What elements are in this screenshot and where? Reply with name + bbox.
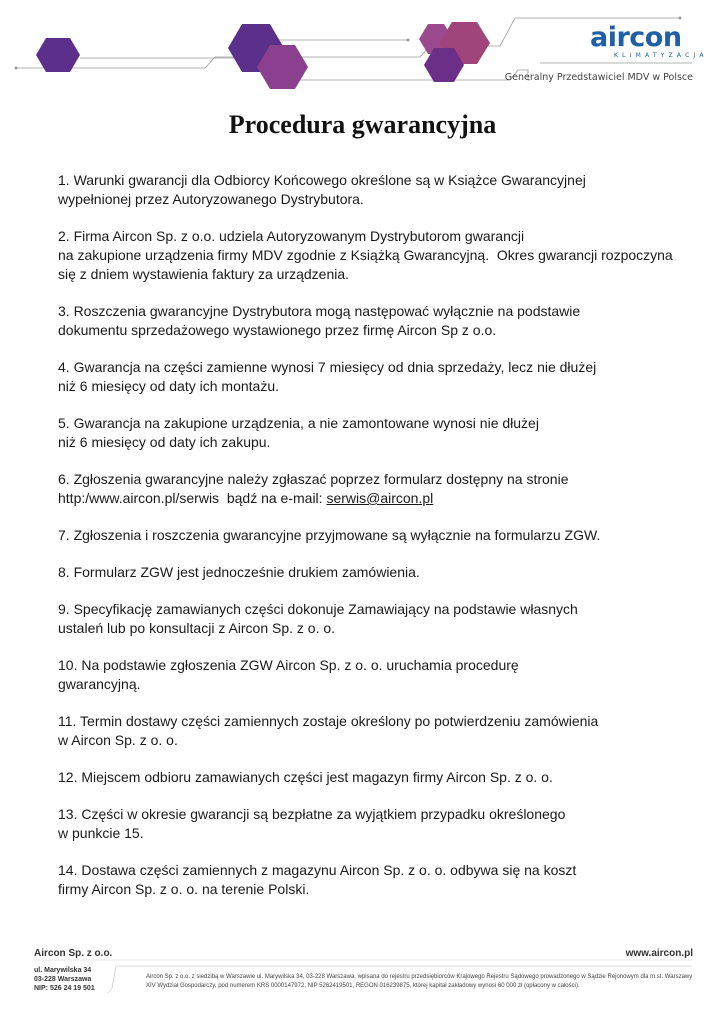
header-dot (407, 39, 410, 42)
footer-address-line: 03-228 Warszawa (34, 976, 92, 983)
paragraph-1 (58, 171, 678, 209)
paragraph-line: wypełnionej przez Autoryzowanego Dystrybutora. (58, 191, 364, 207)
paragraph-5 (58, 414, 678, 452)
footer-company: Aircon Sp. z o.o. (34, 948, 113, 959)
paragraph-line: 13. Części w okresie gwarancji są bezpłatne za wyjątkiem przypadku określonego (58, 806, 566, 822)
paragraph-line: niż 6 miesięcy od daty ich zakupu. (58, 434, 271, 450)
paragraph-line: 4. Gwarancja na części zamienne wynosi 7 miesięcy od dnia sprzedaży, lecz nie dłużej (58, 359, 597, 375)
logo-subtext: KLIMATYZACJA (614, 52, 708, 59)
paragraph-line: 12. Miejscem odbioru zamawianych części jest magazyn firmy Aircon Sp. z o. o. (58, 769, 553, 785)
paragraph-line: 1. Warunki gwarancji dla Odbiorcy Końcowego określone są w Książce Gwarancyjnej (58, 172, 586, 188)
header-line-top (16, 18, 680, 68)
paragraph-line: 6. Zgłoszenia gwarancyjne należy zgłaszać poprzez formularz dostępny na stronie (58, 471, 569, 487)
paragraph-line: 11. Termin dostawy części zamiennych zostaje określony po potwierdzeniu zamówienia (58, 713, 599, 729)
page-title: Procedura gwarancyjna (228, 110, 497, 139)
footer-website[interactable]: www.aircon.pl (625, 948, 693, 959)
paragraph-13 (58, 805, 678, 843)
paragraph-10 (58, 656, 678, 694)
paragraph-line: w punkcie 15. (58, 825, 144, 841)
paragraph-line: na zakupione urządzenia firmy MDV zgodnie z Książką Gwarancyjną. Okres gwarancji rozpoczyna (58, 247, 673, 263)
paragraph-6 (58, 470, 678, 508)
paragraph-2 (58, 227, 678, 284)
paragraph-line: 7. Zgłoszenia i roszczenia gwarancyjne przyjmowane są wyłącznie na formularzu ZGW. (58, 527, 601, 543)
paragraph-line: firmy Aircon Sp. z o. o. na terenie Polski. (58, 881, 310, 897)
document-body (58, 171, 678, 917)
paragraph-8 (58, 563, 678, 582)
footer-nip: NIP: 526 24 19 501 (34, 985, 95, 992)
paragraph-9 (58, 600, 678, 638)
header-dot (15, 67, 18, 70)
paragraph-7 (58, 526, 678, 545)
header-dot (679, 17, 682, 20)
paragraph-text: http:/www.aircon.pl/serwis bądź na e-mail: (58, 490, 327, 506)
paragraph-12 (58, 768, 678, 787)
paragraph-line: niż 6 miesięcy od daty ich montażu. (58, 378, 279, 394)
hexagon-1 (36, 38, 80, 72)
logo-text: aircon (590, 22, 682, 53)
paragraph-line: 2. Firma Aircon Sp. z o.o. udziela Autoryzowanym Dystrybutorom gwarancji (58, 228, 525, 244)
paragraph-3 (58, 302, 678, 340)
paragraph-line: 5. Gwarancja na zakupione urządzenia, a nie zamontowane wynosi nie dłużej (58, 415, 539, 431)
paragraph-4 (58, 358, 678, 396)
footer-legal-text: Aircon Sp. z o.o. z siedzibą w Warszawie ul. Marywilska 34, 03-228 Warszawa, wpisana do rejestru przedsiębiorców Krajowego Rejestru Sądowego prowadzonego w Sądzie Rejonowym dla m.st. Warszawy XIV Wydział Gospodarczy, pod numerem KRS 0000147972, NIP 5262419501, REGON 016239875, której kapitał zakładowy wynosi 60 000 zł (opłacony w całości). (146, 974, 693, 989)
footer-address-line: ul. Marywilska 34 (34, 967, 92, 974)
email-link[interactable]: serwis@aircon.pl (326, 490, 434, 506)
paragraph-line: dokumentu sprzedażowego wystawionego przez firmę Aircon Sp z o.o. (58, 322, 497, 338)
header-line-low (300, 70, 530, 80)
paragraph-14 (58, 861, 678, 899)
paragraph-line: się z dniem wystawienia faktury za urządzenia. (58, 266, 350, 282)
paragraph-line: 8. Formularz ZGW jest jednocześnie drukiem zamówienia. (58, 564, 420, 580)
aircon-logo (590, 22, 708, 60)
paragraph-11 (58, 712, 678, 750)
paragraph-line: 9. Specyfikację zamawianych części dokonuje Zamawiający na podstawie własnych (58, 601, 578, 617)
paragraph-line: 10. Na podstawie zgłoszenia ZGW Aircon Sp. z o. o. uruchamia procedurę (58, 657, 519, 673)
paragraph-line: w Aircon Sp. z o. o. (58, 732, 178, 748)
paragraph-line (58, 489, 678, 508)
paragraph-line: ustaleń lub po konsultacji z Aircon Sp. z o. o. (58, 620, 336, 636)
paragraph-line: 14. Dostawa części zamiennych z magazynu Aircon Sp. z o. o. odbywa się na koszt (58, 862, 577, 878)
tagline: Generalny Przedstawiciel MDV w Polsce (504, 72, 693, 83)
footer-address (34, 966, 95, 993)
paragraph-line: 3. Roszczenia gwarancyjne Dystrybutora mogą następować wyłącznie na podstawie (58, 303, 581, 319)
paragraph-line: gwarancyjną. (58, 676, 141, 692)
